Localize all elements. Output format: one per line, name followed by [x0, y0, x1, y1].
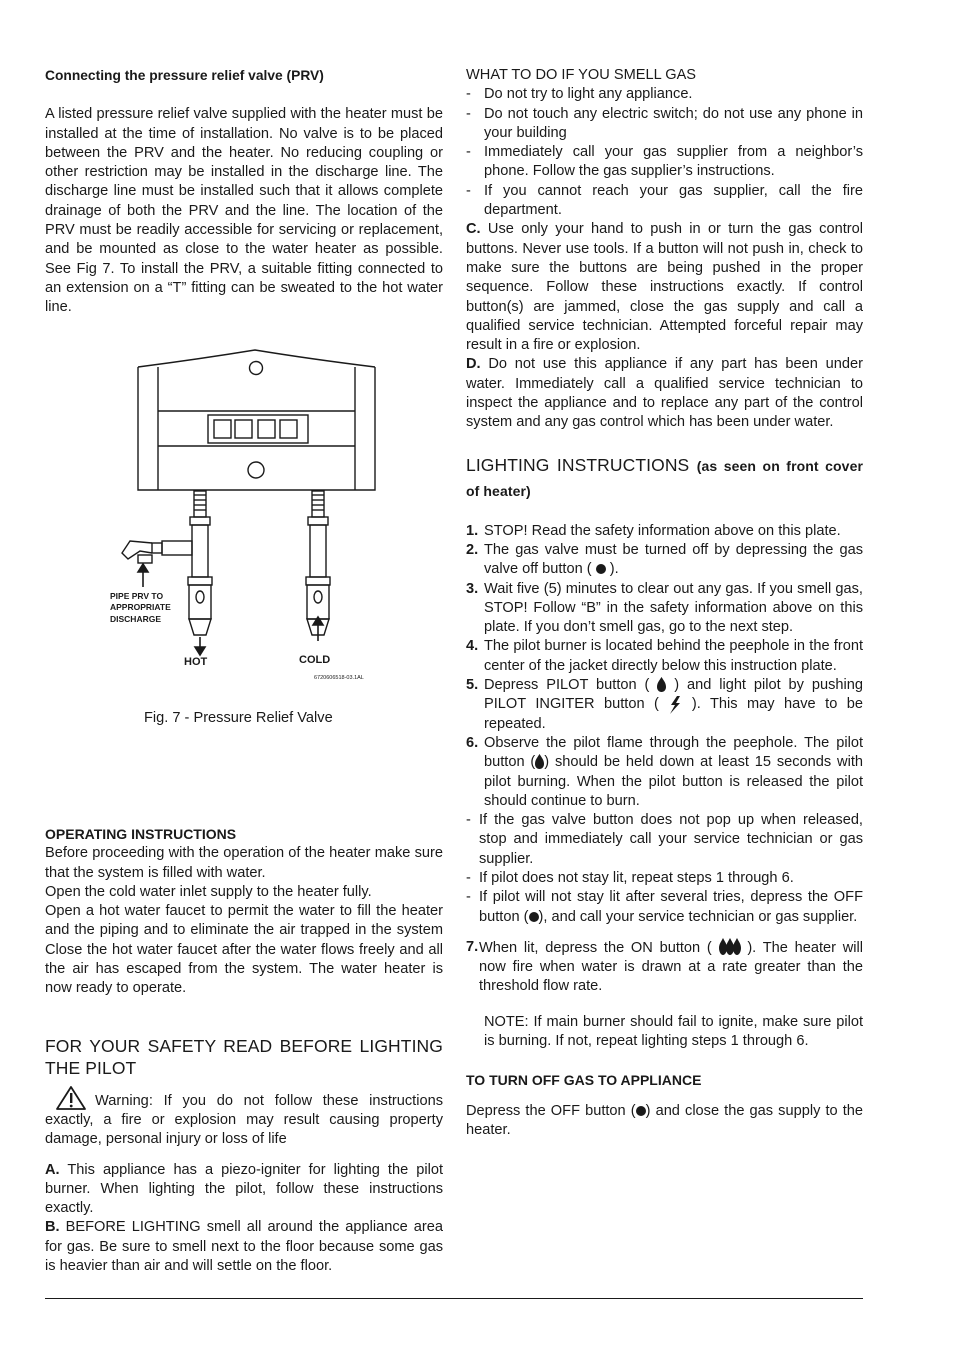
item-c-text: Use only your hand to push in or turn the gas control buttons. Never use tools. If a button will not push in, check to make sure the buttons are being pushed in the proper sequence. Follow these instructions exactly. If control button(s) are jammed, close the gas supply and call a qualified service technician. Attempted forceful repair may result in a fire or explosion. [466, 221, 863, 354]
figure-caption: Fig. 7 - Pressure Relief Valve [144, 710, 333, 726]
lighting-heading-text: LIGHTING INSTRUCTIONS [466, 454, 690, 475]
step-5 [466, 676, 863, 734]
note-item: - If the gas valve button does not pop up when released, stop and immediately call your service technician or gas supplier. [466, 811, 863, 869]
prv-label-line1: PIPE PRV TO [110, 591, 164, 601]
smell-item: - Do not try to light any appliance. [466, 85, 863, 104]
right-column [466, 66, 863, 1140]
lighting-heading [466, 453, 863, 503]
turn-off-paragraph [466, 1102, 863, 1141]
turn-off-heading: TO TURN OFF GAS TO APPLIANCE [466, 1072, 702, 1089]
prv-paragraph: A listed pressure relief valve supplied with the heater must be installed at the time of installation. No valve is to be placed between the PRV and the heater. No reducing coupling or other restriction may be installed in the discharge line. The discharge line must be installed such that it allows complete drainage of both the PRV and the line. The location of the PRV must be readily accessible for servicing or replacement, and be mounted as close to the water heater as possible. See Fig 7. To install the PRV, a suitable fitting connected to an extension on a “T” fitting can be sweated to the hot water line. [45, 106, 443, 316]
step-3 [466, 580, 863, 638]
item-c-label: C. [466, 221, 481, 238]
warning-paragraph [45, 1085, 443, 1150]
step-number: 5. [466, 677, 479, 694]
smell-heading: WHAT TO DO IF YOU SMELL GAS [466, 67, 697, 83]
step-3-text: Wait five (5) minutes to clear out any gas. If you smell gas, STOP! Follow “B” in the safety information above on this plate. If you don’t smell gas, go to the next step. [484, 580, 863, 636]
filled-dot-icon [529, 912, 539, 922]
step-2-text: The gas valve must be turned off by depressing the gas valve off button ( [484, 541, 863, 578]
item-b-label: B. [45, 1219, 60, 1236]
note-label: NOTE: [484, 1013, 529, 1030]
note-item: - If pilot does not stay lit, repeat steps 1 through 6. [466, 869, 863, 888]
step-6 [466, 734, 863, 811]
operating-p1: Before proceeding with the operation of the heater make sure that the system is filled with water. [45, 845, 443, 881]
item-b-caps: BEFORE LIGHTING [65, 1219, 201, 1236]
note-item-text: If pilot will not stay lit after several tries, depress the OFF button ( [479, 889, 863, 925]
step-7-text: When lit, depress the ON button ( [479, 939, 712, 956]
item-a-text: This appliance has a piezo-igniter for lighting the pilot burner. When lighting the pilot, follow these instructions exactly. [45, 1161, 444, 1217]
item-b-text: smell all around the appliance area for gas. Be sure to smell next to the floor because some gas is heavier than air and will settle on the floor. [45, 1219, 444, 1275]
filled-dot-icon [596, 564, 606, 574]
step-7-text-end: ). The heater will now fire when water is drawn at a rate greater than the threshold flow rate. [479, 939, 864, 995]
left-column-lower [45, 825, 443, 1276]
step-2-text-end: ). [609, 561, 619, 578]
filled-dot-icon [636, 1106, 646, 1116]
lighting-heading-sub: (as seen on front cover of heater) [466, 457, 864, 499]
step-7 [466, 938, 863, 997]
item-b [45, 1218, 443, 1276]
step-4-text: The pilot burner is located behind the peephole in the front center of the jacket directly below this instruction plate. [484, 638, 863, 674]
turn-off-text-end: ) and close the gas supply to the heater. [466, 1102, 864, 1138]
hot-label: HOT [184, 656, 208, 668]
turn-off-text: Depress the OFF button ( [466, 1102, 636, 1119]
warning-label: Warning [95, 1092, 149, 1109]
cold-label: COLD [299, 654, 331, 666]
bottom-rule [45, 1298, 863, 1299]
lightning-bolt-icon [668, 696, 682, 714]
pilot-flame-icon [535, 754, 544, 769]
item-c [466, 220, 863, 355]
prv-diagram [100, 345, 400, 690]
step-5-text-end: ). This may have to be repeated. [484, 696, 863, 732]
safety-heading: FOR YOUR SAFETY READ BEFORE LIGHTING THE PILOT [45, 1035, 443, 1078]
operating-p2: Open the cold water inlet supply to the heater fully. [45, 883, 372, 900]
prv-label-line3: DISCHARGE [110, 614, 162, 624]
note-item-text-end: ), and call your service technician or gas supplier. [538, 908, 858, 925]
step-number: 7. [466, 938, 479, 955]
step-4 [466, 637, 863, 676]
step-number: 2. [466, 541, 479, 558]
note-item-off [466, 888, 863, 927]
item-d-label: D. [466, 356, 481, 373]
prv-figure [100, 345, 400, 695]
triple-flame-icon [719, 938, 741, 955]
prv-heading: Connecting the pressure relief valve (PRV) [45, 68, 324, 83]
item-a-label: A. [45, 1161, 60, 1178]
smell-item: - Do not touch any electric switch; do not use any phone in your building [466, 105, 863, 144]
item-a [45, 1161, 443, 1219]
left-column [45, 66, 443, 318]
step-number: 4. [466, 638, 479, 655]
step-5-text: Depress PILOT button ( [484, 677, 650, 694]
warning-triangle-icon [55, 1085, 87, 1111]
prv-label-line2: APPROPRIATE [110, 602, 171, 612]
step-1 [466, 522, 863, 541]
smell-item: - If you cannot reach your gas supplier, call the fire department. [466, 182, 863, 221]
smell-item: - Immediately call your gas supplier from a neighbor’s phone. Follow the gas supplier’s instructions. [466, 143, 863, 182]
part-number: 6720606518-03.1AL [314, 675, 364, 681]
operating-heading: OPERATING INSTRUCTIONS [45, 826, 237, 842]
note-paragraph [466, 1013, 863, 1052]
note-text: If main burner should fail to ignite, make sure pilot is burning. If not, repeat lighting steps 1 through 6. [484, 1013, 863, 1050]
step-number: 6. [466, 734, 479, 751]
item-d [466, 355, 863, 432]
warning-text: : If you do not follow these instructions exactly, a fire or explosion may result causing property damage, personal injury or loss of life [45, 1092, 443, 1148]
step-5-text-mid: ) and light pilot by pushing PILOT INGITER button ( [484, 677, 863, 713]
operating-p3: Open a hot water faucet to permit the water to fill the heater and the piping and to eliminate the air trapped in the system Close the hot water faucet after the water flows freely and all the air has escaped from the system. The water heater is now ready to operate. [45, 903, 443, 997]
step-1-text: STOP! Read the safety information above on this plate. [484, 522, 841, 539]
step-6-text: Observe the pilot flame through the peephole. The pilot button ( [484, 734, 863, 771]
item-d-text: Do not use this appliance if any part has been under water. Immediately call a qualified service technician to inspect the appliance and to replace any part of the control system and any gas control which has been under water. [466, 356, 863, 431]
step-2 [466, 541, 863, 580]
step-6-text-end: ) should be held down at least 15 seconds with pilot burning. When the pilot button is released the pilot should continue to burn. [484, 754, 863, 809]
step-number: 1. [466, 522, 479, 539]
pilot-flame-icon [657, 677, 666, 692]
step-number: 3. [466, 580, 479, 597]
